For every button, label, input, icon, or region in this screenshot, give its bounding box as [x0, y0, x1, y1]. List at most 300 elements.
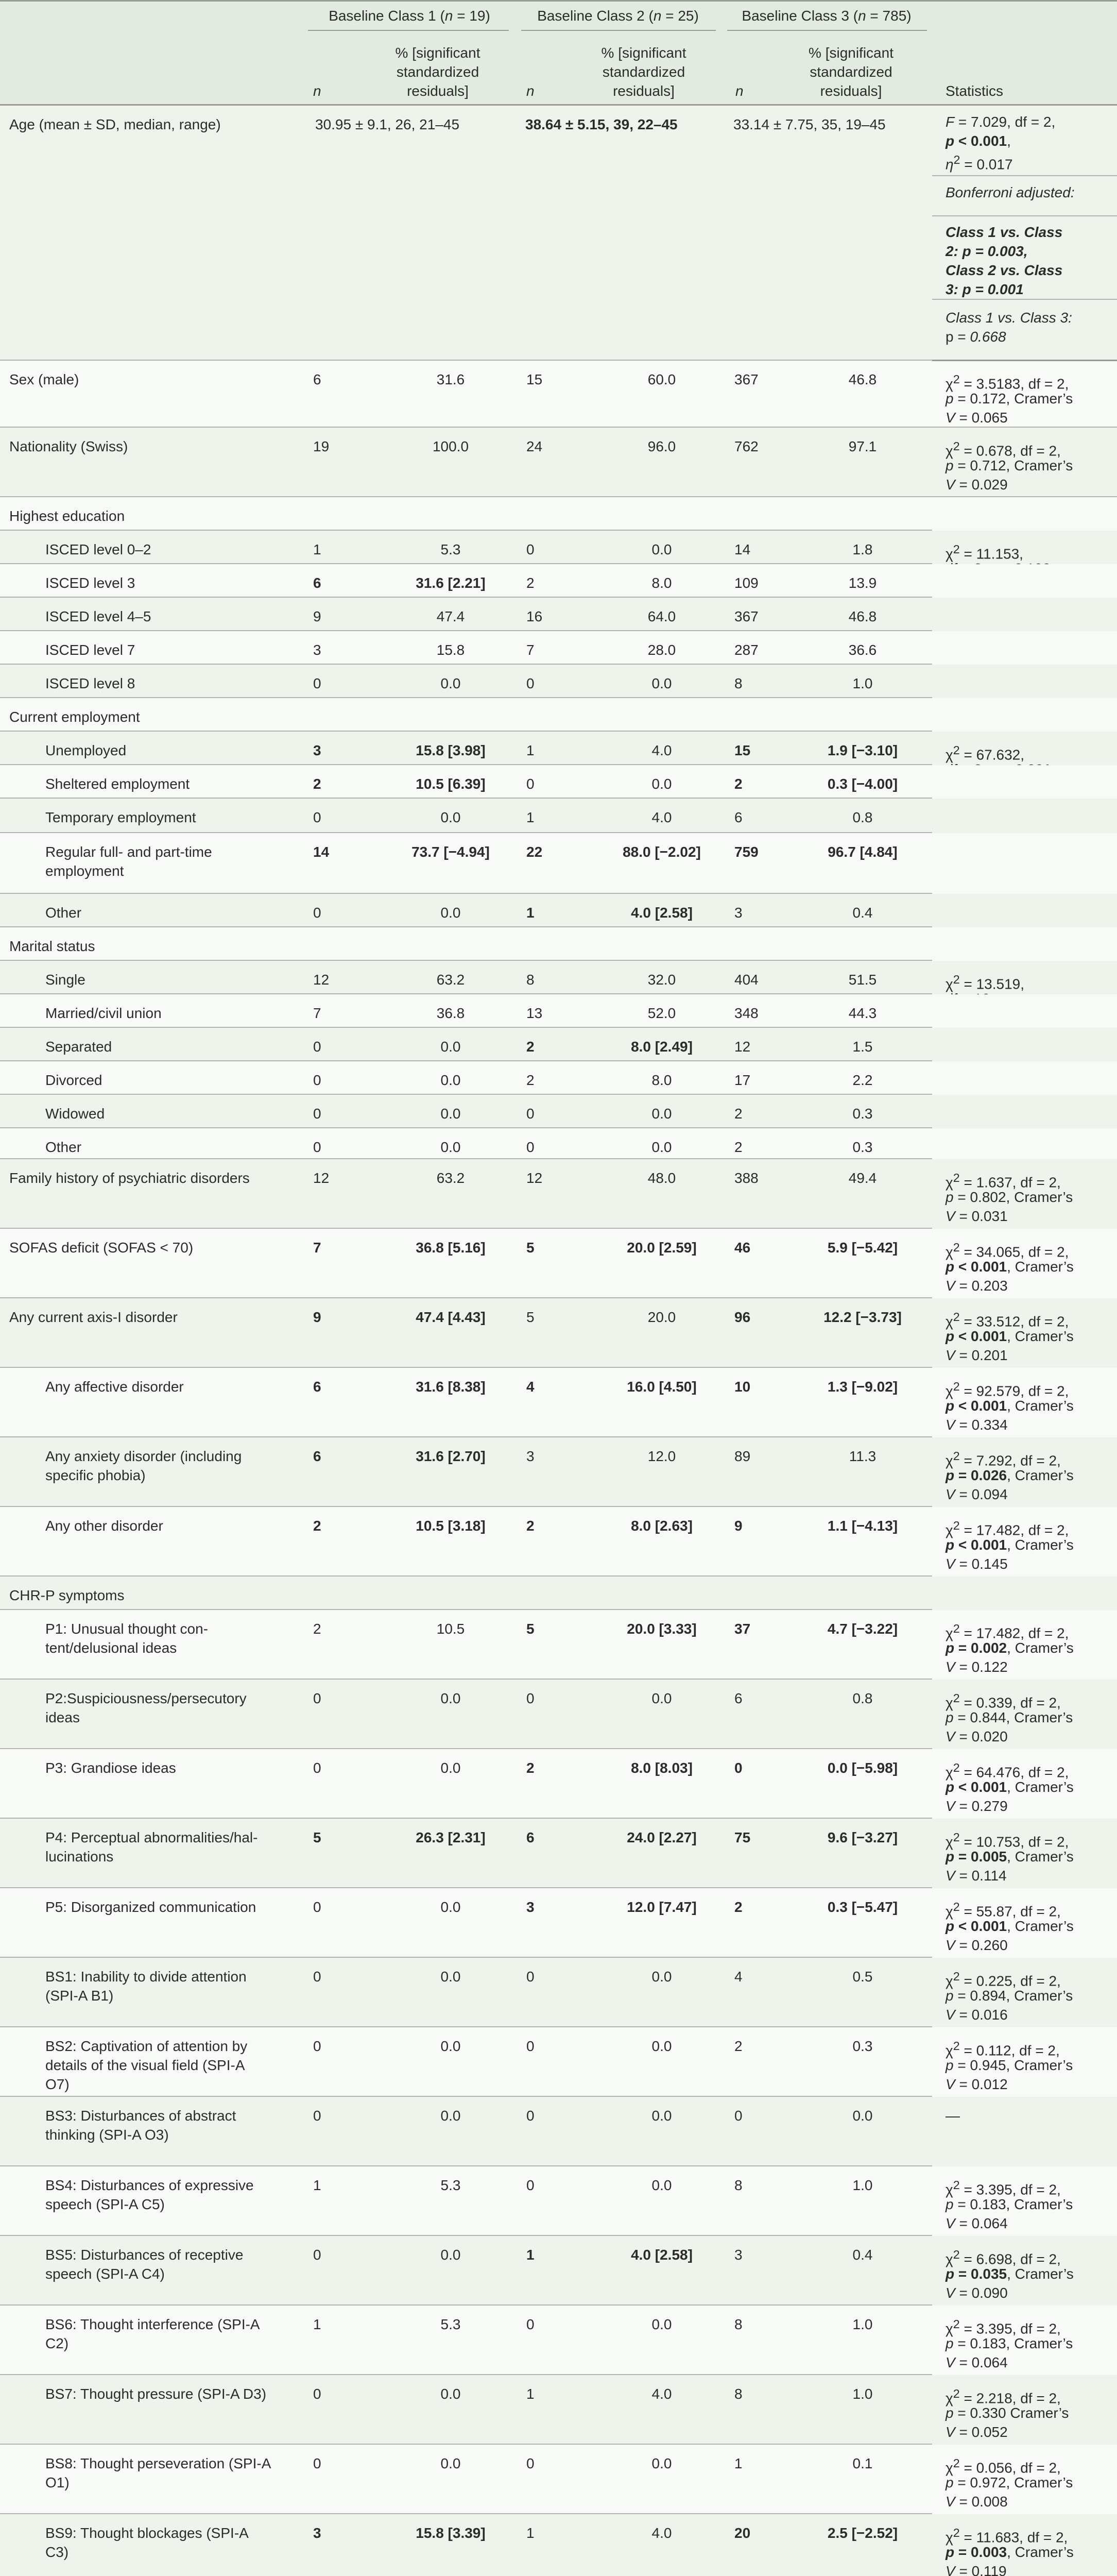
row-label-isced-3: ISCED level 3	[45, 575, 135, 591]
cell-p2: 52.0	[647, 1005, 676, 1021]
cell-p1: 0.0	[440, 1039, 461, 1055]
cell-p2: 0.0	[651, 2455, 672, 2471]
stat-line: $\chi^2 = 7.292$, df = 2,	[946, 1449, 1061, 1469]
stat-line: p = 0.183, Cramer’s	[946, 2196, 1073, 2212]
cell-n1: 1	[313, 2177, 321, 2193]
stat-line: V = 0.016	[946, 2007, 1008, 2023]
row-bg-mar-other	[0, 1128, 1117, 1159]
cell-p3: 51.5	[848, 972, 877, 988]
row-bg-isced-3	[0, 564, 1117, 598]
row-label-bs8: BS8: Thought perseveration (SPI-A	[45, 2455, 271, 2471]
cell-p3: 1.8	[852, 541, 873, 557]
cell-p1: 15.8	[436, 642, 465, 658]
cell-n3: 367	[734, 608, 759, 624]
col-header-n: n	[526, 83, 535, 99]
cell-p1: 36.8	[436, 1005, 465, 1021]
stat-line: p < 0.001, Cramer’s	[946, 1398, 1074, 1414]
cell-p3: 44.3	[848, 1005, 877, 1021]
cell-n1: 6	[313, 1448, 321, 1464]
age-stat-line: 2: p = 0.003,	[946, 243, 1028, 259]
stat-line: V = 0.031	[946, 1208, 1008, 1224]
cell-n2: 0	[526, 675, 535, 691]
cell-p2: 0.0	[651, 1690, 672, 1706]
stat-line: V = 0.020	[946, 1728, 1008, 1744]
cell-n3: 404	[734, 972, 759, 988]
stat-line: $\chi^2 = 3.395$, df = 2,	[946, 2178, 1061, 2198]
age-stat-line: Class 2 vs. Class	[946, 262, 1063, 278]
cell-p3: 0.3	[852, 1106, 873, 1122]
cell-p2: 4.0	[651, 2525, 672, 2541]
col-header-pct: standardized	[810, 64, 892, 80]
row-bg-widowed	[0, 1095, 1117, 1128]
cell-p1: 0.0	[440, 2247, 461, 2263]
cell-n1: 6	[313, 1379, 321, 1395]
stat-line: $\chi^2 = 33.512$, df = 2,	[946, 1310, 1069, 1330]
row-label-bs3: thinking (SPI-A O3)	[45, 2127, 169, 2143]
cell-n3: 14	[734, 541, 751, 557]
cell-p3: 0.4	[852, 905, 873, 921]
stat-line: p < 0.001, Cramer’s	[946, 1537, 1074, 1553]
cell-class3: 33.14 ± 7.75, 35, 19–45	[733, 116, 886, 132]
cell-n3: 2	[734, 1899, 743, 1915]
cell-p2: 20.0	[647, 1309, 676, 1325]
row-bg-separated	[0, 1028, 1117, 1061]
cell-n2: 3	[526, 1899, 535, 1915]
row-label-single: Single	[45, 972, 85, 988]
col-header-n: n	[313, 83, 321, 99]
row-label-p1: P1: Unusual thought con-	[45, 1621, 208, 1637]
row-label-isced-4-5: ISCED level 4–5	[45, 608, 151, 624]
cell-p3: 36.6	[848, 642, 877, 658]
cell-p2: 4.0	[651, 2386, 672, 2402]
stat-line: V = 0.260	[946, 1937, 1008, 1953]
cell-p2: 0.0	[651, 541, 672, 557]
cell-n2: 1	[526, 2386, 535, 2402]
cell-p3: 0.0	[852, 2108, 873, 2124]
cell-p1: 0.0	[440, 2108, 461, 2124]
cell-n1: 12	[313, 1170, 330, 1186]
cell-n1: 2	[313, 776, 321, 792]
header-span-underline	[308, 30, 509, 31]
row-label-bs1: (SPI-A B1)	[45, 1988, 114, 2004]
cell-p2: 8.0	[651, 1072, 672, 1088]
cell-n3: 8	[734, 2177, 743, 2193]
cell-n2: 7	[526, 642, 535, 658]
cell-n1: 3	[313, 642, 321, 658]
cell-p2: 0.0	[651, 2177, 672, 2193]
cell-n1: 9	[313, 608, 321, 624]
row-label-affective: Any affective disorder	[45, 1379, 184, 1395]
cell-p3: 46.8	[848, 371, 877, 387]
cell-p2: 0.0	[651, 675, 672, 691]
cell-n2: 6	[526, 1829, 535, 1845]
row-label-bs6: BS6: Thought interference (SPI-A	[45, 2316, 260, 2332]
cell-n3: 0	[734, 2108, 743, 2124]
col-header-pct: % [significant	[809, 45, 893, 61]
stat-line: $\chi^2 = 17.482$, df = 2,	[946, 1519, 1069, 1538]
row-label-bs5: speech (SPI-A C4)	[45, 2266, 165, 2282]
cell-p2: 96.0	[647, 438, 676, 454]
row-label-regular: employment	[45, 863, 124, 879]
cell-p1: 100.0	[432, 438, 469, 454]
stat-line: V = 0.090	[946, 2285, 1008, 2301]
cell-p2: 4.0	[651, 742, 672, 758]
cell-p2: 8.0 [2.49]	[631, 1039, 693, 1055]
cell-n1: 0	[313, 2247, 321, 2263]
stat-line: V = 0.065	[946, 410, 1008, 426]
cell-n2: 2	[526, 1039, 535, 1055]
row-bg-employment	[0, 698, 1117, 732]
row-label-bs1: BS1: Inability to divide attention	[45, 1969, 247, 1985]
cell-n3: 1	[734, 2455, 743, 2471]
stat-line: $\chi^2 = 92.579$, df = 2,	[946, 1380, 1069, 1399]
col-header-pct: residuals]	[820, 83, 882, 99]
cell-n2: 0	[526, 541, 535, 557]
row-label-other-disorder: Any other disorder	[45, 1518, 163, 1534]
cell-n2: 24	[526, 438, 543, 454]
cell-p3: 46.8	[848, 608, 877, 624]
cell-p2: 20.0 [2.59]	[627, 1240, 697, 1256]
row-label-p2: ideas	[45, 1709, 80, 1725]
stat-line: V = 0.334	[946, 1417, 1008, 1433]
cell-p1: 31.6 [2.21]	[416, 575, 486, 591]
cell-n3: 762	[734, 438, 759, 454]
col-header-pct: residuals]	[407, 83, 469, 99]
cell-p3: 49.4	[848, 1170, 877, 1186]
cell-p2: 12.0 [7.47]	[627, 1899, 697, 1915]
row-label-bs4: BS4: Disturbances of expressive	[45, 2177, 254, 2193]
cell-p3: 97.1	[848, 438, 877, 454]
top-rule	[0, 0, 1117, 2]
row-label-marital: Marital status	[9, 938, 95, 954]
cell-p3: 0.3 [−5.47]	[827, 1899, 898, 1915]
stat-line: $\chi^2 = 10.753$, df = 2,	[946, 1831, 1069, 1850]
age-stat-line: p < 0.001,	[946, 133, 1011, 149]
stat-line: V = 0.029	[946, 477, 1008, 493]
cell-n2: 1	[526, 742, 535, 758]
cell-n3: 2	[734, 1106, 743, 1122]
cell-p2: 0.0	[651, 2316, 672, 2332]
cell-p3: 4.7 [−3.22]	[827, 1621, 898, 1637]
cell-p1: 0.0	[440, 1969, 461, 1985]
cell-p2: 60.0	[647, 371, 676, 387]
cell-n2: 2	[526, 1760, 535, 1776]
row-label-separated: Separated	[45, 1039, 112, 1055]
stat-line: V = 0.012	[946, 2076, 1008, 2092]
cell-n3: 8	[734, 675, 743, 691]
cell-n2: 13	[526, 1005, 543, 1021]
cell-n1: 0	[313, 2455, 321, 2471]
cell-p3: 1.3 [−9.02]	[827, 1379, 898, 1395]
stat-line: V = 0.122	[946, 1659, 1008, 1675]
row-label-isced-0-2: ISCED level 0–2	[45, 541, 151, 557]
cell-p1: 0.0	[440, 905, 461, 921]
row-label-bs4: speech (SPI-A C5)	[45, 2196, 165, 2212]
cell-n1: 0	[313, 2386, 321, 2402]
cell-p1: 0.0	[440, 1760, 461, 1776]
cell-n3: 2	[734, 776, 743, 792]
row-label-nationality: Nationality (Swiss)	[9, 438, 128, 454]
row-label-anxiety: specific phobia)	[45, 1467, 146, 1483]
cell-p2: 4.0 [2.58]	[631, 905, 693, 921]
cell-n2: 8	[526, 972, 535, 988]
cell-p2: 4.0 [2.58]	[631, 2247, 693, 2263]
stat-line: p < 0.001, Cramer’s	[946, 1779, 1074, 1795]
row-label-regular: Regular full- and part-time	[45, 844, 212, 860]
cell-n2: 0	[526, 1690, 535, 1706]
row-bg-emp-other	[0, 894, 1117, 927]
cell-p3: 1.1 [−4.13]	[827, 1518, 898, 1534]
stat-line: $\chi^2 = 67.632$,	[946, 743, 1025, 763]
cell-n2: 2	[526, 575, 535, 591]
cell-class1: 30.95 ± 9.1, 26, 21–45	[315, 116, 460, 132]
stat-line: V = 0.201	[946, 1347, 1008, 1363]
cell-p2: 0.0	[651, 1106, 672, 1122]
cell-p2: 0.0	[651, 2108, 672, 2124]
stat-separator	[932, 175, 1117, 176]
stat-line: p = 0.026, Cramer’s	[946, 1467, 1074, 1483]
cell-n1: 0	[313, 2108, 321, 2124]
cell-p3: 1.9 [−3.10]	[827, 742, 898, 758]
header-span-underline	[727, 30, 927, 31]
cell-n2: 5	[526, 1309, 535, 1325]
row-label-isced-8: ISCED level 8	[45, 675, 135, 691]
stat-line: $\chi^2 = 13.519$,	[946, 973, 1025, 992]
cell-p3: 0.1	[852, 2455, 873, 2471]
cell-p2: 12.0	[647, 1448, 676, 1464]
row-label-bs2: details of the visual field (SPI-A	[45, 2057, 245, 2073]
cell-n2: 1	[526, 905, 535, 921]
row-label-chrp: CHR-P symptoms	[9, 1587, 125, 1603]
cell-p2: 28.0	[647, 642, 676, 658]
cell-n1: 0	[313, 1106, 321, 1122]
row-label-bs2: O7)	[45, 2076, 70, 2092]
col-header-pct: residuals]	[613, 83, 675, 99]
cell-p2: 48.0	[647, 1170, 676, 1186]
cell-n1: 2	[313, 1621, 321, 1637]
row-label-family-history: Family history of psychiatric disorders	[9, 1170, 250, 1186]
row-label-bs5: BS5: Disturbances of receptive	[45, 2247, 244, 2263]
row-label-married: Married/civil union	[45, 1005, 162, 1021]
cell-n1: 0	[313, 1039, 321, 1055]
cell-p3: 0.4	[852, 2247, 873, 2263]
cell-p1: 15.8 [3.39]	[416, 2525, 486, 2541]
stat-rule	[932, 360, 1117, 361]
stat-line: $\chi^2 = 0.056$, df = 2,	[946, 2456, 1061, 2476]
stat-line: p = 0.003, Cramer’s	[946, 2544, 1074, 2560]
cell-n2: 0	[526, 776, 535, 792]
cell-n1: 0	[313, 675, 321, 691]
cell-n1: 5	[313, 1829, 321, 1845]
cell-p2: 8.0 [8.03]	[631, 1760, 693, 1776]
cell-n3: 2	[734, 1139, 743, 1155]
row-label-education: Highest education	[9, 508, 125, 524]
row-bg-married	[0, 994, 1117, 1028]
cell-n3: 17	[734, 1072, 751, 1088]
cell-n2: 22	[526, 844, 543, 860]
cell-n1: 7	[313, 1005, 321, 1021]
row-label-bs8: O1)	[45, 2475, 70, 2490]
stat-line: p = 0.002, Cramer’s	[946, 1640, 1074, 1656]
col-header-pct: % [significant	[395, 45, 480, 61]
stat-separator	[932, 299, 1117, 300]
stat-line: $\chi^2 = 0.112$, df = 2,	[946, 2039, 1060, 2059]
cell-p3: 11.3	[849, 1448, 877, 1464]
stat-line: V = 0.052	[946, 2424, 1008, 2440]
cell-p2: 32.0	[647, 972, 676, 988]
stat-separator	[932, 215, 1117, 216]
stat-line: V = 0.094	[946, 1486, 1008, 1502]
row-label-bs9: C3)	[45, 2544, 69, 2560]
cell-p1: 0.0	[440, 1106, 461, 1122]
cell-n3: 37	[734, 1621, 751, 1637]
cell-n3: 9	[734, 1518, 743, 1534]
row-bg-isced-7	[0, 631, 1117, 665]
row-label-unemployed: Unemployed	[45, 742, 127, 758]
col-header-class3: Baseline Class 3 (n = 785)	[742, 8, 912, 24]
cell-p1: 5.3	[440, 541, 461, 557]
stat-line: $\chi^2 = 64.476$, df = 2,	[946, 1761, 1069, 1781]
cell-p3: 1.0	[852, 2386, 873, 2402]
cell-p3: 0.8	[852, 1690, 873, 1706]
row-label-sheltered: Sheltered employment	[45, 776, 190, 792]
cell-p3: 1.0	[852, 675, 873, 691]
stat-line: $\chi^2 = 11.683$, df = 2,	[946, 2526, 1068, 2546]
cell-p1: 0.0	[440, 2386, 461, 2402]
stat-line: p = 0.712, Cramer’s	[946, 457, 1073, 473]
cell-p3: 9.6 [−3.27]	[827, 1829, 898, 1845]
row-label-p5: P5: Disorganized communication	[45, 1899, 256, 1915]
row-label-bs6: C2)	[45, 2335, 69, 2351]
cell-n3: 3	[734, 905, 743, 921]
stat-line: $\chi^2 = 3.395$, df = 2,	[946, 2317, 1061, 2337]
cell-p1: 10.5 [3.18]	[416, 1518, 486, 1534]
cell-p1: 5.3	[440, 2177, 461, 2193]
stat-line: V = 0.279	[946, 1798, 1008, 1814]
cell-n2: 0	[526, 2108, 535, 2124]
cell-n3: 20	[734, 2525, 751, 2541]
col-header-pct: standardized	[396, 64, 479, 80]
stat-line: $\chi^2 = 3.5183$, df = 2,	[946, 372, 1069, 392]
cell-n2: 2	[526, 1518, 535, 1534]
row-label-p1: tent/delusional ideas	[45, 1640, 177, 1656]
stat-line: V = 0.008	[946, 2494, 1008, 2510]
stat-line: $\chi^2 = 0.339$, df = 2,	[946, 1691, 1061, 1711]
col-header-statistics: Statistics	[946, 83, 1004, 99]
row-bg-education	[0, 497, 1117, 531]
stat-line: p = 0.183, Cramer’s	[946, 2335, 1073, 2351]
stat-line: p = 0.844, Cramer’s	[946, 1709, 1073, 1725]
stat-line: V = 0.064	[946, 2215, 1008, 2231]
cell-n3: 8	[734, 2386, 743, 2402]
header-span-underline	[521, 30, 716, 31]
cell-p1: 47.4	[436, 608, 465, 624]
cell-p3: 0.5	[852, 1969, 873, 1985]
cell-n1: 6	[313, 371, 321, 387]
row-label-axis1: Any current axis-I disorder	[9, 1309, 178, 1325]
row-label-bs3: BS3: Disturbances of abstract	[45, 2108, 236, 2124]
cell-p2: 0.0	[651, 776, 672, 792]
cell-p2: 8.0 [2.63]	[631, 1518, 693, 1534]
row-label-bs7: BS7: Thought pressure (SPI-A D3)	[45, 2386, 267, 2402]
cell-class2: 38.64 ± 5.15, 39, 22–45	[525, 116, 678, 132]
cell-n3: 759	[734, 844, 759, 860]
row-bg-marital	[0, 927, 1117, 961]
row-label-p2: P2:Suspiciousness/persecutory	[45, 1690, 247, 1706]
cell-n3: 15	[734, 742, 751, 758]
stat-line: $\chi^2 = 34.065$, df = 2,	[946, 1241, 1069, 1260]
cell-n1: 2	[313, 1518, 321, 1534]
cell-p1: 0.0	[440, 675, 461, 691]
cell-p3: 2.5 [−2.52]	[827, 2525, 898, 2541]
cell-n1: 9	[313, 1309, 321, 1325]
age-stat-line: $\eta^2 = 0.017$	[946, 153, 1013, 173]
cell-n2: 1	[526, 809, 535, 825]
cell-p2: 16.0 [4.50]	[627, 1379, 697, 1395]
cell-n1: 1	[313, 541, 321, 557]
cell-n1: 0	[313, 1899, 321, 1915]
cell-p1: 73.7 [−4.94]	[411, 844, 490, 860]
stat-line: V = 0.119	[946, 2563, 1007, 2576]
stat-line: $\chi^2 = 2.218$, df = 2,	[946, 2387, 1061, 2406]
cell-n2: 0	[526, 2455, 535, 2471]
cell-n2: 15	[526, 371, 543, 387]
cell-p1: 26.3 [2.31]	[416, 1829, 486, 1845]
cell-n2: 5	[526, 1621, 535, 1637]
cell-n2: 2	[526, 1072, 535, 1088]
cell-n3: 12	[734, 1039, 751, 1055]
cell-n1: 0	[313, 1072, 321, 1088]
cell-p3: 12.2 [−3.73]	[823, 1309, 902, 1325]
row-label-p3: P3: Grandiose ideas	[45, 1760, 176, 1776]
cell-n1: 0	[313, 809, 321, 825]
cell-n3: 46	[734, 1240, 751, 1256]
cell-n1: 14	[313, 844, 330, 860]
row-label-temporary: Temporary employment	[45, 809, 196, 825]
row-label-widowed: Widowed	[45, 1106, 105, 1122]
row-label-sofas: SOFAS deficit (SOFAS < 70)	[9, 1240, 194, 1256]
cell-n3: 8	[734, 2316, 743, 2332]
cell-n3: 348	[734, 1005, 759, 1021]
cell-p1: 0.0	[440, 2038, 461, 2054]
cell-n2: 0	[526, 2177, 535, 2193]
col-header-pct: % [significant	[601, 45, 686, 61]
cell-p1: 10.5 [6.39]	[416, 776, 486, 792]
row-label-anxiety: Any anxiety disorder (including	[45, 1448, 242, 1464]
cell-p3: 0.3	[852, 2038, 873, 2054]
cell-p3: 1.5	[852, 1039, 873, 1055]
cell-n1: 0	[313, 1139, 321, 1155]
cell-n1: 3	[313, 2525, 321, 2541]
row-label-p4: lucinations	[45, 1849, 114, 1865]
cell-p1: 31.6 [8.38]	[416, 1379, 486, 1395]
stat-line: $\chi^2 = 0.225$, df = 2,	[946, 1970, 1061, 1989]
col-header-class1: Baseline Class 1 (n = 19)	[329, 8, 490, 24]
row-label-bs9: BS9: Thought blockages (SPI-A	[45, 2525, 249, 2541]
stat-line: p = 0.972, Cramer’s	[946, 2475, 1073, 2490]
stat-line: V = 0.064	[946, 2354, 1008, 2370]
stat-line: $\chi^2 = 1.637$, df = 2,	[946, 1171, 1061, 1191]
age-stat-line: 3: p = 0.001	[946, 281, 1024, 297]
row-bg-chrp	[0, 1577, 1117, 1610]
cell-p1: 0.0	[440, 1139, 461, 1155]
cell-n2: 12	[526, 1170, 543, 1186]
cell-n3: 6	[734, 809, 743, 825]
cell-n3: 75	[734, 1829, 751, 1845]
cell-p1: 47.4 [4.43]	[416, 1309, 486, 1325]
cell-n3: 6	[734, 1690, 743, 1706]
col-header-n: n	[735, 83, 744, 99]
